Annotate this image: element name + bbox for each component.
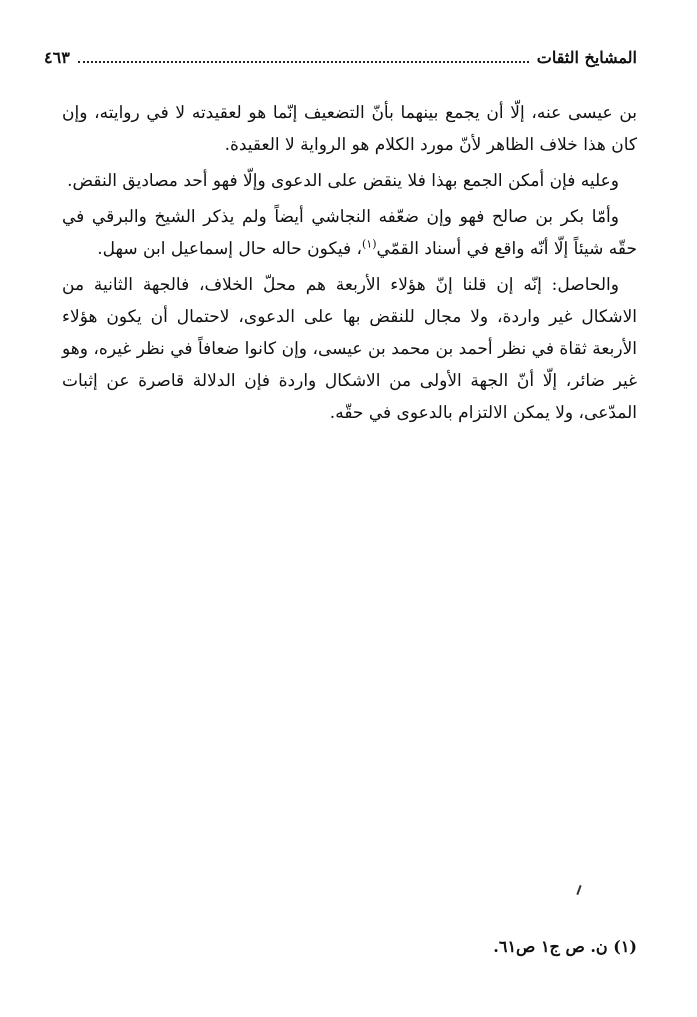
paragraph-3-text-a: وأمّا بكر بن صالح فهو وإن ضعّفه النجاشي أيضاً ولم يذكر الشيخ والبرقي في حقّه شيئاً إلّا أنّه واقع في أسناد القمّي (62, 207, 637, 259)
paragraph-3-text-b: ، فيكون حاله حال إسماعيل ابن سهل. (97, 239, 362, 259)
footnote: (١) ن. ص ج١ ص٦١. (493, 937, 637, 956)
dotted-leader (78, 51, 529, 63)
body-text (62, 97, 637, 433)
footnote-reference: (١) (362, 237, 377, 251)
paragraph-3 (62, 201, 637, 265)
running-header-title: المشايخ الثقات (536, 47, 637, 67)
stray-ink-mark (576, 885, 581, 895)
page-number: ٤٦٣ (44, 47, 70, 67)
paragraph-4: والحاصل: إنّه إن قلنا إنّ هؤلاء الأربعة هم محلّ الخلاف، فالجهة الثانية من الاشكال غير واردة، ولا مجال للنقض بها على الدعوى، لاحتمال أن يكون هؤلاء الأربعة ثقاة في نظر أحمد بن محمد بن عيسى، وإن كانوا ضعافاً في نظر غيره، وهو غير ضائر، إلّا أنّ الجهة الأولى من الاشكال واردة فإن الدلالة قاصرة عن إثبات المدّعى، ولا يمكن الالتزام بالدعوى في حقّه. (62, 275, 637, 423)
paragraph-2: وعليه فإن أمكن الجمع بهذا فلا ينقض على الدعوى وإلّا فهو أحد مصاديق النقض. (67, 171, 619, 191)
paragraph-1: بن عيسى عنه، إلّا أن يجمع بينهما بأنّ التضعيف إنّما هو لعقيدته لا في روايته، وإن كان هذا خلاف الظاهر لأنّ مورد الكلام هو الرواية لا العقيدة. (62, 103, 637, 155)
running-header (44, 42, 637, 72)
